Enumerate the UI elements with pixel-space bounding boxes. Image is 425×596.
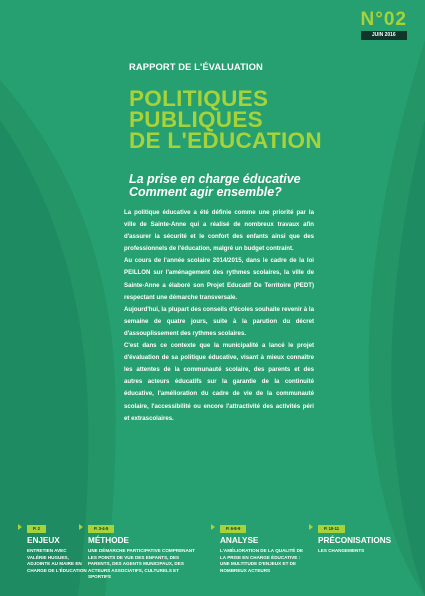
section-title: MÉTHODE (88, 536, 129, 545)
section-preconisations[interactable] (318, 517, 398, 555)
subtitle-line: Comment agir ensemble? (129, 185, 282, 199)
title-line: DE L'EDUCATION (129, 128, 322, 153)
arrow-icon (18, 524, 22, 530)
page-title (129, 88, 419, 151)
section-enjeux[interactable] (27, 517, 87, 574)
arrow-icon (309, 524, 313, 530)
section-description: L'AMÉLIORATION DE LA QUALITÉ DE LA PRISE EN CHARGE ÉDUCATIVE : UNE MULTITUDE D'ENJEUX ET DE NOMBREUX ACTEURS (220, 548, 304, 573)
contents-bar (0, 517, 425, 596)
title-line: POLITIQUES (129, 86, 269, 111)
body-paragraph: La politique éducative a été définie comme une priorité par la ville de Sainte-Anne qui a réalisé de nombreux travaux afin d'assurer la sécurité et le confort des enfants ainsi que des professionnels de l'éducation, malgré un budget contraint. (124, 209, 314, 253)
title-line: PUBLIQUES (129, 107, 263, 132)
section-title: ANALYSE (220, 536, 259, 545)
issue-number: N°02 (360, 9, 407, 30)
subtitle (129, 173, 419, 199)
section-analyse[interactable] (220, 517, 304, 574)
section-page: P. 3-4-5 (88, 525, 114, 533)
section-title: ENJEUX (27, 536, 60, 545)
section-page: P. 6-8-9 (220, 525, 246, 533)
arrow-icon (211, 524, 215, 530)
body-paragraph: C'est dans ce contexte que la municipalité a lancé le projet d'évaluation de sa politique éducative, visant à mieux connaître les attentes de la communauté scolaire, des parents et des autres acteurs éducatifs sur la garantie de la continuité éducative, l'amélioration du cadre de vie de la communauté scolaire, l'accessibilité ou encore l'attractivité des activités péri et extrascolaires. (124, 342, 314, 422)
subtitle-line: La prise en charge éducative (129, 172, 301, 186)
section-methode[interactable] (88, 517, 198, 581)
section-description: ENTRETIEN AVEC VALÉRIE HUGUES, ADJOINTE AU MAIRE EN CHARGE DE L'ÉDUCATION (27, 548, 87, 573)
issue-label (361, 10, 407, 40)
section-page: P. 2 (27, 525, 46, 533)
report-kicker: RAPPORT DE L'ÉVALUATION (129, 61, 263, 72)
body-paragraph: Au cours de l'année scolaire 2014/2015, dans le cadre de la loi PEILLON sur l'aménagement des rythmes scolaires, la ville de Sainte-Anne a élaboré son Projet Educatif De Territoire (PEDT) respectant une démarche transversale. (124, 257, 314, 301)
arrow-icon (79, 524, 83, 530)
body-paragraph: Aujourd'hui, la plupart des conseils d'écoles souhaite revenir à la semaine de quatre jours, suite à la parution du décret d'assouplissement des rythmes scolaires. (124, 305, 314, 337)
section-description: LES CHANGEMENTS (318, 548, 365, 553)
section-page: P. 10-11 (318, 525, 345, 533)
issue-date: JUIN 2016 (361, 31, 407, 40)
section-title: PRÉCONISATIONS (318, 536, 392, 545)
body-text (124, 207, 314, 425)
section-description: UNE DÉMARCHE PARTICIPATIVE COMPRENANT LES POINTS DE VUE DES ENFANTS, DES PARENTS, DES AGENTS MUNICIPAUX, DES ACTEURS ASSOCIATIFS, CULTURELS ET SPORTIFS (88, 548, 195, 579)
